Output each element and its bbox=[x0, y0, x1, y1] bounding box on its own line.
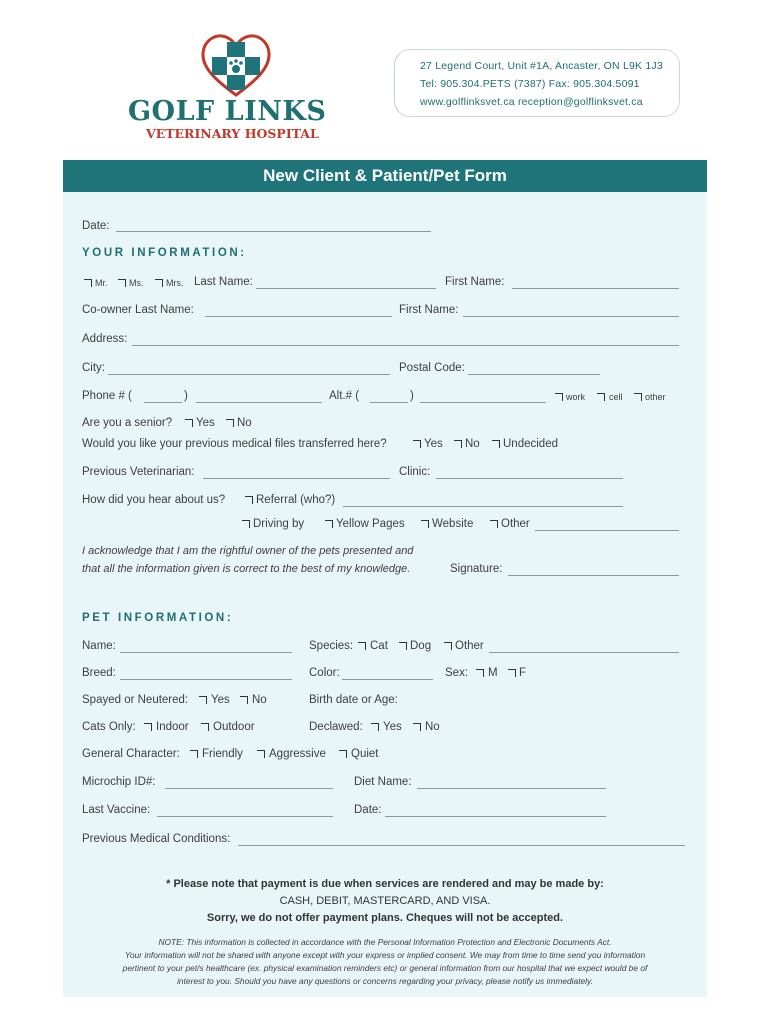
phone-label: Phone # ( bbox=[82, 390, 132, 402]
mrs-label: Mrs. bbox=[166, 278, 184, 288]
declawed-no-label: No bbox=[425, 721, 440, 733]
transfer-question: Would you like your previous medical files transferred here? bbox=[82, 438, 387, 450]
last-name-label: Last Name: bbox=[194, 276, 253, 288]
spayed-yes-label: Yes bbox=[211, 694, 230, 706]
referral-label: Referral (who?) bbox=[256, 494, 336, 506]
signature-label: Signature: bbox=[450, 563, 503, 575]
driving-checkbox[interactable] bbox=[242, 520, 250, 528]
quiet-label: Quiet bbox=[351, 748, 379, 760]
phone-area-field[interactable] bbox=[144, 402, 182, 403]
aggressive-checkbox[interactable] bbox=[257, 750, 265, 758]
mr-label: Mr. bbox=[95, 278, 108, 288]
diet-field[interactable] bbox=[417, 788, 606, 789]
website-checkbox[interactable] bbox=[421, 520, 429, 528]
privacy-line2: Your information will not be shared with anyone except with your express or implied consent. We may from time to time send you information bbox=[124, 950, 646, 960]
general-character-label: General Character: bbox=[82, 748, 180, 760]
microchip-label: Microchip ID#: bbox=[82, 776, 156, 788]
yellow-pages-label: Yellow Pages bbox=[336, 518, 405, 530]
vaccine-label: Last Vaccine: bbox=[82, 804, 151, 816]
web-email-text: www.golflinksvet.ca reception@golflinksvet.ca bbox=[420, 96, 643, 108]
sex-f-label: F bbox=[519, 667, 527, 679]
friendly-label: Friendly bbox=[202, 748, 243, 760]
cat-checkbox[interactable] bbox=[358, 642, 366, 650]
payment-note-line3: Sorry, we do not offer payment plans. Cheques will not be accepted. bbox=[206, 912, 564, 924]
diet-label: Diet Name: bbox=[354, 776, 412, 788]
transfer-undecided-checkbox[interactable] bbox=[492, 440, 500, 448]
spayed-label: Spayed or Neutered: bbox=[82, 694, 189, 706]
outdoor-label: Outdoor bbox=[213, 721, 255, 733]
sex-m-checkbox[interactable] bbox=[476, 669, 484, 677]
color-label: Color: bbox=[309, 667, 340, 679]
alt-area-field[interactable] bbox=[370, 402, 408, 403]
other-source-field[interactable] bbox=[535, 530, 679, 531]
birth-label: Birth date or Age: bbox=[309, 694, 398, 706]
clinic-field[interactable] bbox=[436, 478, 623, 479]
breed-label: Breed: bbox=[82, 667, 116, 679]
mr-checkbox[interactable] bbox=[84, 279, 92, 287]
vaccine-date-label: Date: bbox=[354, 804, 382, 816]
pet-info-heading: PET INFORMATION: bbox=[82, 612, 234, 624]
sex-label: Sex: bbox=[445, 667, 469, 679]
cell-checkbox[interactable] bbox=[597, 393, 605, 401]
address-field[interactable] bbox=[132, 345, 679, 346]
ms-checkbox[interactable] bbox=[118, 279, 126, 287]
senior-no-checkbox[interactable] bbox=[226, 419, 234, 427]
referral-field[interactable] bbox=[343, 506, 623, 507]
declawed-yes-label: Yes bbox=[383, 721, 402, 733]
payment-note-line1: * Please note that payment is due when services are rendered and may be made by: bbox=[166, 878, 604, 890]
breed-field[interactable] bbox=[120, 679, 292, 680]
first-name-label: First Name: bbox=[445, 276, 505, 288]
acknowledgement-line2: that all the information given is correct to the best of my knowledge. bbox=[82, 563, 411, 575]
species-other-label: Other bbox=[455, 640, 484, 652]
address-text: 27 Legend Court, Unit #1A, Ancaster, ON L9K 1J3 bbox=[420, 60, 663, 72]
prev-vet-field[interactable] bbox=[203, 478, 390, 479]
transfer-no-label: No bbox=[465, 438, 480, 450]
heart-cross-paw-logo-icon bbox=[200, 33, 272, 99]
outdoor-checkbox[interactable] bbox=[201, 723, 209, 731]
declawed-no-checkbox[interactable] bbox=[413, 723, 421, 731]
acknowledgement-line1: I acknowledge that I am the rightful owner of the pets presented and bbox=[82, 545, 414, 557]
transfer-yes-checkbox[interactable] bbox=[413, 440, 421, 448]
phone-text: Tel: 905.304.PETS (7387) Fax: 905.304.5091 bbox=[420, 78, 640, 90]
prev-vet-label: Previous Veterinarian: bbox=[82, 466, 195, 478]
driving-label: Driving by bbox=[253, 518, 305, 530]
species-other-field[interactable] bbox=[489, 652, 679, 653]
dog-checkbox[interactable] bbox=[399, 642, 407, 650]
microchip-field[interactable] bbox=[165, 788, 333, 789]
aggressive-label: Aggressive bbox=[269, 748, 326, 760]
indoor-label: Indoor bbox=[156, 721, 189, 733]
pet-name-label: Name: bbox=[82, 640, 116, 652]
first-name-field[interactable] bbox=[512, 288, 679, 289]
spayed-yes-checkbox[interactable] bbox=[199, 696, 207, 704]
payment-note-line2: CASH, DEBIT, MASTERCARD, AND VISA. bbox=[279, 895, 491, 907]
postal-label: Postal Code: bbox=[399, 362, 465, 374]
other-source-label: Other bbox=[501, 518, 530, 530]
senior-yes-checkbox[interactable] bbox=[185, 419, 193, 427]
coowner-label: Co-owner Last Name: bbox=[82, 304, 194, 316]
work-checkbox[interactable] bbox=[555, 393, 563, 401]
form-title: New Client & Patient/Pet Form bbox=[263, 166, 507, 185]
spayed-no-checkbox[interactable] bbox=[240, 696, 248, 704]
transfer-undecided-label: Undecided bbox=[503, 438, 558, 450]
phone-number-field[interactable] bbox=[196, 402, 322, 403]
quiet-checkbox[interactable] bbox=[339, 750, 347, 758]
pet-name-field[interactable] bbox=[120, 652, 292, 653]
your-info-heading: YOUR INFORMATION: bbox=[82, 247, 247, 259]
alt-number-field[interactable] bbox=[420, 402, 546, 403]
form-title-bar bbox=[63, 160, 707, 192]
logo-name: GOLF LINKS bbox=[128, 96, 327, 127]
city-label: City: bbox=[82, 362, 105, 374]
conditions-field[interactable] bbox=[238, 845, 685, 846]
species-other-checkbox[interactable] bbox=[444, 642, 452, 650]
species-label: Species: bbox=[309, 640, 354, 652]
alt-phone-label: Alt.# ( bbox=[329, 390, 360, 402]
senior-yes-label: Yes bbox=[196, 417, 215, 429]
date-field[interactable] bbox=[116, 231, 431, 232]
other-phone-checkbox[interactable] bbox=[634, 393, 642, 401]
sex-f-checkbox[interactable] bbox=[508, 669, 516, 677]
signature-field[interactable] bbox=[508, 575, 679, 576]
vaccine-field[interactable] bbox=[157, 816, 333, 817]
transfer-no-checkbox[interactable] bbox=[454, 440, 462, 448]
cats-only-label: Cats Only: bbox=[82, 721, 136, 733]
indoor-checkbox[interactable] bbox=[144, 723, 152, 731]
senior-no-label: No bbox=[237, 417, 252, 429]
spayed-no-label: No bbox=[252, 694, 267, 706]
transfer-yes-label: Yes bbox=[424, 438, 443, 450]
hear-question: How did you hear about us? bbox=[82, 494, 226, 506]
declawed-yes-checkbox[interactable] bbox=[371, 723, 379, 731]
work-label: work bbox=[566, 392, 586, 402]
coowner-first-name-field[interactable] bbox=[463, 316, 679, 317]
color-field[interactable] bbox=[342, 679, 433, 680]
alt-paren: ) bbox=[410, 390, 414, 402]
sex-m-label: M bbox=[488, 667, 498, 679]
cat-label: Cat bbox=[370, 640, 388, 652]
other-phone-label: other bbox=[645, 392, 666, 402]
other-source-checkbox[interactable] bbox=[490, 520, 498, 528]
last-name-field[interactable] bbox=[256, 288, 436, 289]
phone-paren: ) bbox=[184, 390, 188, 402]
coowner-first-name-label: First Name: bbox=[399, 304, 459, 316]
privacy-line1: NOTE: This information is collected in accordance with the Personal Information Protection and Electronic Documents Act. bbox=[158, 937, 612, 947]
city-field[interactable] bbox=[108, 374, 390, 375]
dog-label: Dog bbox=[410, 640, 432, 652]
cell-label: cell bbox=[609, 392, 623, 402]
logo-subtitle: VETERINARY HOSPITAL bbox=[146, 126, 319, 141]
declawed-label: Declawed: bbox=[309, 721, 363, 733]
postal-field[interactable] bbox=[468, 374, 600, 375]
website-label: Website bbox=[432, 518, 474, 530]
vaccine-date-field[interactable] bbox=[385, 816, 606, 817]
address-label: Address: bbox=[82, 333, 128, 345]
mrs-checkbox[interactable] bbox=[155, 279, 163, 287]
coowner-field[interactable] bbox=[205, 316, 392, 317]
friendly-checkbox[interactable] bbox=[190, 750, 198, 758]
date-label: Date: bbox=[82, 220, 110, 232]
conditions-label: Previous Medical Conditions: bbox=[82, 833, 231, 845]
clinic-label: Clinic: bbox=[399, 466, 431, 478]
privacy-line4: interest to you. Should you have any questions or concerns regarding your privacy, please notify us immediately. bbox=[177, 976, 593, 986]
referral-checkbox[interactable] bbox=[245, 496, 253, 504]
yellow-pages-checkbox[interactable] bbox=[325, 520, 333, 528]
senior-question: Are you a senior? bbox=[82, 417, 173, 429]
ms-label: Ms. bbox=[129, 278, 144, 288]
privacy-line3: pertinent to your pet/s healthcare (ex. physical examination reminders etc) or general information from our hospital that we expect would be of bbox=[122, 963, 648, 973]
